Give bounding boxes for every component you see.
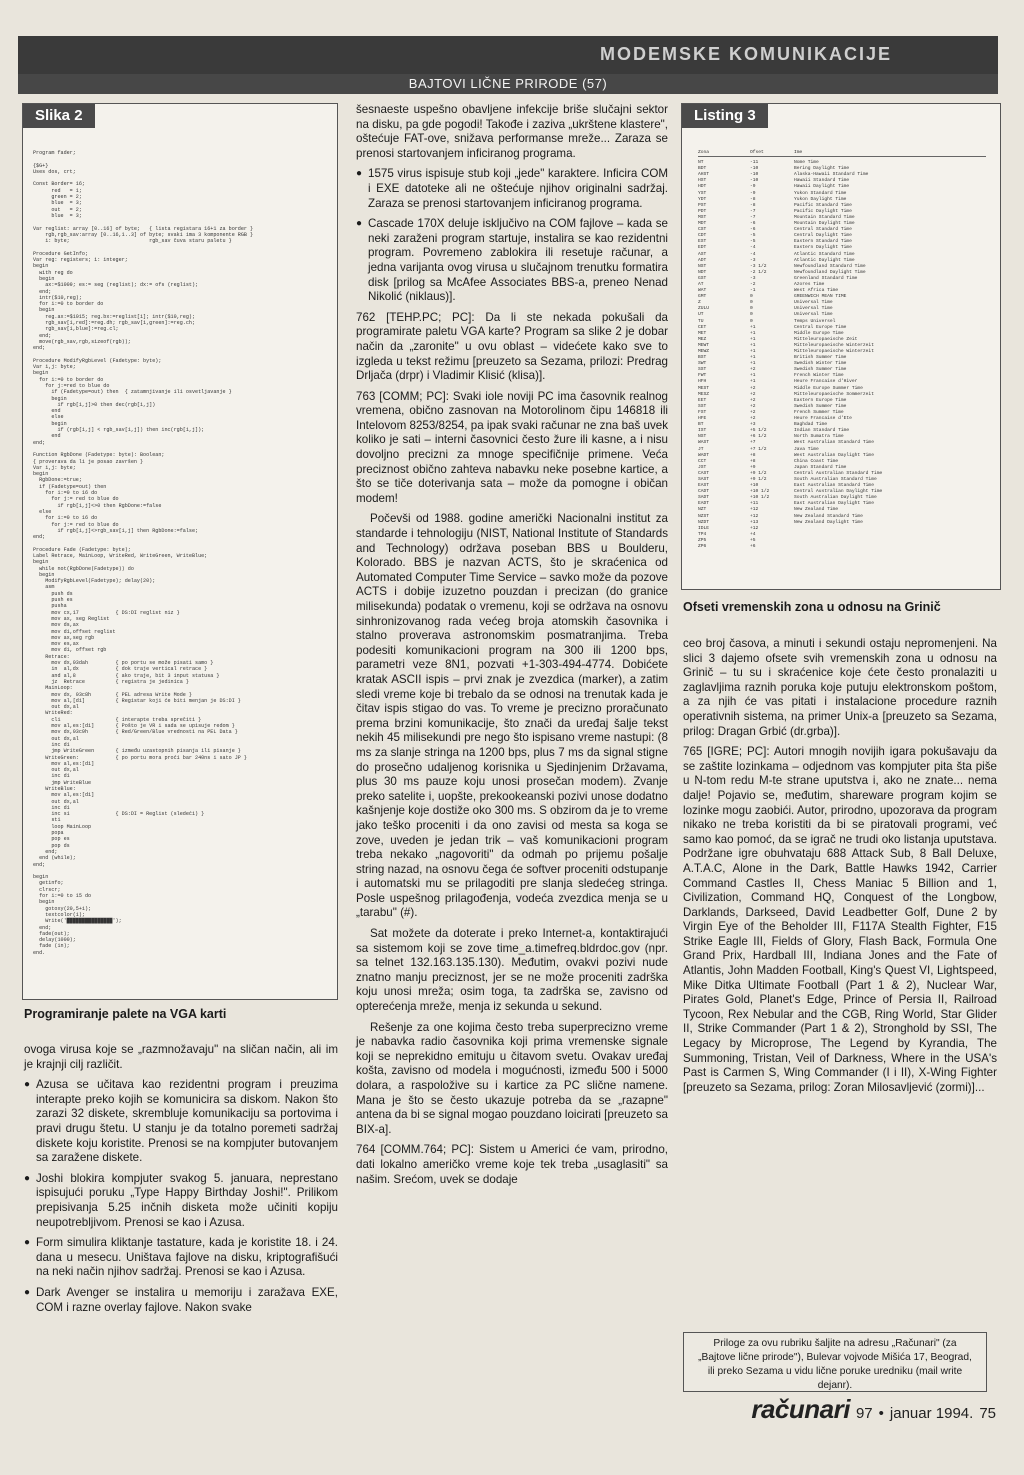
slika2-caption: Programiranje palete na VGA karti [24, 1007, 227, 1021]
table-cell: Middle Europe Summer Time [794, 385, 863, 391]
table-cell: WAT [698, 288, 707, 294]
table-cell: PDT [698, 208, 707, 214]
table-cell: Yukon Standard Time [794, 190, 847, 196]
table-cell: +9 1/2 [750, 470, 767, 476]
table-cell: Pacific Standard Time [794, 202, 852, 208]
table-cell: China Coast Time [794, 458, 839, 464]
table-cell: 0 [750, 294, 753, 300]
table-cell: British Summer Time [794, 355, 847, 361]
table-cell: Central Daylight Time [794, 233, 852, 239]
table-cell: +12 [750, 507, 759, 513]
table-cell: Yukon Daylight Time [794, 196, 847, 202]
table-cell: UT [698, 312, 704, 318]
table-cell: SST [698, 367, 707, 373]
bullet-separator: • [878, 1405, 884, 1422]
left-text-column [24, 1043, 338, 1321]
table-cell: +2 [750, 409, 756, 415]
table-cell: Hawaii Standard Time [794, 178, 850, 184]
table-cell: Heure Francaise d'Hiver [794, 379, 858, 385]
item-765: 765 [IGRE; PC]: Autori mnogih novijih igara pokušavaju da se zaštite lozinkama – odjednom vas kompjuter pita šta piše u N-tom redu M-te strane uputstva i, ako ne znate... nema dalje! Pojavio se, međutim, shareware program kojim se lozinke mogu zaobići. Autor, prirodno, upozorava da program nikako ne treba koristiti da bi se piratovali programi, već samo kao pomoć, da se igrač ne trudi oko listanja uputstava. Podržane igre obuhvataju 688 Attack Sub, 8 Ball Deluxe, A.T.A.C, Alone in the Dark, Battle Hawks 1942, Carrier Command Castles II, Chess Maniac 5 Billion and 1, Civilization, Command HQ, Conquest of the Longbow, Darklands, Darkseed, David Leadbetter Golf, Dune 2 by Virgin Eye of the Beholder III, F117A Stealth Fighter, F15 Strike Eagle III, Fields of Glory, Flash Back, Formula One Grand Prix, Hardball III, Indiana Jones and the Fate of Atlantis, John Madden Football, King's Quest VI, Lightspeed, Mike Ditka Ultimate Football (Part 1 & 2), Nuclear War, Pirates Gold, Planet's Edge, Prince of Persia II, Railroad Tycoon, Rex Nebular and the CGB, Ring World, Star Glider II, Strike Commander (Part 1 & 2), Stronghold by SSI, The Legacy by Microprose, The Legend by Kyrandia, The Summoning, Tristan, Veil of Darkness, Where in the USA's Past is Carmen S, Wing Commander (I i II), X-Wing Fighter [preuzeto sa Sezama, prilog: Zoran Milosavljević (zormi)]... [683, 745, 997, 1094]
table-cell: NT [698, 160, 704, 166]
table-cell: HFE [698, 416, 707, 422]
table-cell: -10 [750, 178, 759, 184]
table-cell: FWT [698, 373, 707, 379]
table-cell: +8 [750, 458, 756, 464]
virus-bullet: ● Dark Avenger se instalira u memoriju i zaražava EXE, COM i razne overlay fajlove. Nakon svake [24, 1286, 338, 1315]
table-cell: Greenland Standard Time [794, 275, 858, 281]
table-cell: +1 [750, 361, 756, 367]
virus-bullet: ● Form simulira kliktanje tastature, kada je koristite 18. i 24. dana u mesecu. Uništava fajlove na disku, kriptografišući na neki način njihov sadržaj. Prenosi se kao i Azusa. [24, 1236, 338, 1280]
table-cell: New Zealand Daylight Time [794, 519, 863, 525]
listing3-caption: Ofseti vremenskih zona u odnosu na Grinič [683, 600, 941, 614]
table-cell: East Australian Standard Time [794, 483, 874, 489]
table-cell: +7 1/2 [750, 446, 767, 452]
paragraph: ceo broj časova, a minuti i sekundi ostaju nepromenjeni. Na slici 3 dajemo ofsete svih vremenskih zona u odnosu na Grinič – tu su i skraćenice koje ćete često pronalaziti u zaglavljima raznih poruka koje putuju elektronskom poštom, a za njih će vas pitati i instalacione procedure raznih operativnih sistema, na primer Unix-a [preuzeto sa Sezama, prilog: Dragan Grbić (dr.grba)]. [683, 637, 997, 738]
table-cell: Central Europe Time [794, 324, 847, 330]
magazine-logo: računari [751, 1394, 850, 1424]
middle-text-column [356, 103, 668, 1193]
table-cell: Eastern Standard Time [794, 239, 852, 245]
table-cell: YST [698, 190, 707, 196]
code-listing-box [22, 103, 338, 1000]
table-cell: MDT [698, 221, 707, 227]
table-cell: AST [698, 251, 707, 257]
table-cell: -8 [750, 202, 756, 208]
table-cell: NZT [698, 507, 707, 513]
table-cell: MET [698, 330, 707, 336]
table-cell: Atlantic Daylight Time [794, 257, 855, 263]
item-763: 763 [COMM; PC]: Svaki iole noviji PC ima časovnik realnog vremena, obično zasnovan na Motorolinom čipu 146818 ili Intelovom 8253/8254, pa ipak svaki računar ne zna baš uvek koliko je sati – interni časovnici često žure ili kasne, a i nisu dovoljno precizni za mnoge specifičnije primene. Veća preciznost obično zahteva nabavku neke posebne kartice, a što se tiče doterivanja sata – može da pomogne i običan modem! [356, 389, 668, 505]
table-cell: MEWT [698, 342, 710, 348]
table-cell: +2 [750, 416, 756, 422]
table-cell: +6 [750, 544, 756, 549]
table-cell: -3 1/2 [750, 263, 767, 269]
table-cell: Hawaii Daylight Time [794, 184, 850, 190]
table-cell: Pacific Daylight Time [794, 208, 852, 214]
table-cell: -10 [750, 166, 759, 172]
table-cell: Universal Time [794, 300, 833, 306]
table-cell: NZST [698, 513, 710, 519]
top-strip-title: MODEMSKE KOMUNIKACIJE [600, 44, 893, 64]
table-cell: YDT [698, 196, 707, 202]
table-cell: NST [698, 434, 707, 440]
table-cell: +13 [750, 519, 759, 525]
virus-bullet: ● 1575 virus ispisuje stub koji „jede" karaktere. Inficira COM i EXE datoteke ali ne oštećuje njihov originalni sadržaj. Zaraza se prenosi startovanjem inficiranog programa. [356, 167, 668, 211]
table-cell: JST [698, 464, 707, 470]
table-cell: Mountain Daylight Time [794, 221, 855, 227]
table-cell: Java Time [794, 446, 819, 452]
paragraph: šesnaeste uspešno obavljene infekcije briše slučajni sektor na disku, pa gde pogodi! Takođe i zaziva „ukrštene klastere", oštećuje FAT-ove, snižava performanse mreže... Zaraza se prenosi startovanjem inficiranog programa. [356, 103, 668, 160]
table-cell: Mountain Standard Time [794, 214, 855, 220]
table-cell: SAST [698, 476, 710, 482]
column-header: Zona [698, 150, 710, 155]
table-cell: IDLE [698, 525, 710, 531]
table-cell: West Australian Standard Time [794, 440, 874, 446]
table-cell: West Africa Time [794, 288, 839, 294]
table-cell: GST [698, 275, 707, 281]
table-cell: BDT [698, 166, 707, 172]
table-cell: East Australian Daylight Time [794, 501, 874, 507]
item-764: 764 [COMM.764; PC]: Sistem u Americi će vam, prirodno, dati lokalno američko vreme koje tek treba „usaglasiti" sa našim. Srećom, uvek se dodaje [356, 1143, 668, 1186]
table-cell: ZULU [698, 306, 710, 312]
table-cell: North Sumatra Time [794, 434, 844, 440]
table-cell: EST [698, 239, 707, 245]
table-cell: +2 [750, 397, 756, 403]
table-cell: -2 [750, 281, 756, 287]
table-cell: -10 [750, 172, 759, 178]
table-cell: MEZ [698, 336, 707, 342]
table-cell: Swedish Winter Time [794, 361, 847, 367]
table-cell: +10 [750, 483, 759, 489]
section-header: BAJTOVI LIČNE PRIRODE (57) [18, 74, 998, 94]
table-cell: +12 [750, 525, 759, 531]
paragraph: Rešenje za one kojima često treba superprecizno vreme je nabavka radio časovnika koji prima vremenske signale koji se neprekidno emituju u čitavom svetu. Ovakav uređaj košta, zavisno od modela i mogućnosti, između 500 i 5000 dolara, a raspoložive su i kartice za PC slične namene. Mana je što se često ukazuje potreba da se „razapne" antena da bi se signal mogao pouzdano loicirati [preuzeto sa BIX-a]. [356, 1020, 668, 1136]
virus-bullet: ● Azusa se učitava kao rezidentni program i preuzima interapte preko kojih se komunicira sa diskom. Nakon što zarazi 32 diskete, skrembluje komunikaciju sa portovima i pravi drugu štetu. U stanju je da totalno poremeti sadržaj diskete koju koristite. Prenosi se na kompjuter butovanjem sa zaražene diskete. [24, 1078, 338, 1166]
table-cell: 0 [750, 318, 753, 324]
table-cell: WAST [698, 440, 710, 446]
table-cell: Baghdad Time [794, 422, 828, 428]
table-cell: 0 [750, 300, 753, 306]
table-cell: -1 [750, 288, 756, 294]
table-cell: HST [698, 178, 707, 184]
table-cell: New Zealand Standard Time [794, 513, 863, 519]
table-cell: MST [698, 214, 707, 220]
table-cell: French Winter Time [794, 373, 844, 379]
table-cell: +1 [750, 330, 756, 336]
table-cell: BST [698, 355, 707, 361]
table-cell: Central Standard Time [794, 227, 852, 233]
table-cell: Japan Standard Time [794, 464, 847, 470]
table-cell: 0 [750, 312, 753, 318]
table-cell: West Australian Daylight Time [794, 452, 874, 458]
table-cell: Central Australian Daylight Time [794, 489, 883, 495]
table-cell: +1 [750, 336, 756, 342]
column-header: Ofset [750, 150, 764, 155]
table-cell: +9 1/2 [750, 476, 767, 482]
table-cell: CDT [698, 233, 707, 239]
table-cell: EDT [698, 245, 707, 251]
table-cell: PST [698, 202, 707, 208]
table-cell: MEST [698, 385, 710, 391]
table-cell: -8 [750, 196, 756, 202]
paragraph: Počevši od 1988. godine američki Nacionalni institut za standarde i tehnologiju (NIST, National Institute of Standards and Technology) održava poseban BBS u Boulderu, Kolorado. BBS je nazvan ACTS, što je skraćenica od Automated Computer Time Service – savko može da pozove ACTS i dobije izuzetno pouzdan i precizan (do granice milisekunda) podatak o vremenu, koji se održava na osnovu sinhronizovanog rada većeg broja atomskih časovnika i stalno proverava astronomskim posmatranjima. Treba podesiti komunikacioni program na 300 ili 1200 bps, parametri veze 8N1, pozvati +1-303-494-4774. Dobićete kratak ASCII ispis – prvi znak je zvezdica (marker), a zatim sledi vreme koje bi trebalo da se odnosi na trenutak kada je čitav ispis stigao do vas. To vreme je precizno proračunato prema brzini komunikacije, što znači da uređaj šalje tekst nekih 45 milisekundi pre nego što ispisano vreme nastupi: (8 ms za slanje stringa na 1200 bps, plus 7 ms da signal stigne do prosečno udaljenog korisnika u Sjedinjenim Državama, plus 30 ms pauze koju unosi prosečan modem). Zvanje preko satelite i, uopšte, prekookeanski pozivi unose dodatno kašnjenje koje dostiže oko 300 ms. S obzirom da je to vreme jako teško proceniti i da ono zavisi od mesta sa koga se zove, uveden je jedan trik – vaš komunikacioni program treba nekako „nagovoriti" da odmah po prijemu pošalje string nazad, na osnovu čega će softver proceniti odstupanje i automatski mu se prilagoditi pre slanja sledećeg stringa. Posle uspešnog prilagođenja, vodeća zvezdica menja se u „tarabu" (#). [356, 512, 668, 920]
table-cell: SWT [698, 361, 707, 367]
table-cell: +1 [750, 324, 756, 330]
table-cell: Eastern Europe Time [794, 397, 847, 403]
table-cell: +11 [750, 501, 759, 507]
table-cell: Central Australian Standard Time [794, 470, 883, 476]
table-cell: -5 [750, 239, 756, 245]
table-cell: Azores Time [794, 281, 825, 287]
table-cell: Swedish Summer Time [794, 403, 847, 409]
column-header: Ime [794, 150, 803, 155]
table-cell: Mitteleuropaeische Zeit [794, 336, 858, 342]
table-cell: +12 [750, 513, 759, 519]
table-cell: Temps Universel [794, 318, 836, 324]
slika2-label: Slika 2 [23, 104, 95, 128]
table-cell: IST [698, 428, 707, 434]
table-cell: -9 [750, 184, 756, 190]
table-cell: +10 1/2 [750, 489, 770, 495]
table-cell: GMT [698, 294, 707, 300]
item-762: 762 [TEHP.PC; PC]: Da li ste nekada pokušali da programirate paletu VGA karte? Program sa slike 2 je dobar način da „zaronite" u ovu oblast – videćete kako sve to izgleda u tekst režimu [preuzeto sa Sezama, prilozi: Predrag Drljača (drpr) i Vladimir Klisić (klisa)]. [356, 310, 668, 383]
table-cell: +3 [750, 422, 756, 428]
table-cell: Mitteleuropaeische Winterzeit [794, 342, 874, 348]
issue-number: 97 [855, 1405, 873, 1422]
table-cell: NZDT [698, 519, 710, 525]
page-footer [751, 1394, 996, 1425]
table-cell: CET [698, 324, 707, 330]
table-cell: GREENWICH MEAN TIME [794, 294, 847, 300]
table-cell: -9 [750, 190, 756, 196]
table-cell: TP4 [698, 531, 707, 537]
paragraph: Sat možete da doterate i preko Internet-a, kontaktirajući sa sistemom koji se zove time_a.timefreq.bldrdoc.gov (npr. sa telnet 132.163.135.130). Međutim, ovakvi pozivi nude znatno manju preciznost, jer se ne može proceniti zadrška koju unosi mreža; osim toga, ta zadrška se, zavisno od opterećenja mreže, menja iz sekunda u sekund. [356, 927, 668, 1014]
right-text-column [683, 637, 997, 1101]
table-cell: SST [698, 403, 707, 409]
table-cell: ZP6 [698, 544, 707, 549]
table-cell: MESZ [698, 391, 710, 397]
table-cell: CST [698, 227, 707, 233]
timezone-table [698, 150, 986, 550]
table-cell: WADT [698, 452, 710, 458]
table-cell: +1 [750, 342, 756, 348]
table-row [698, 544, 986, 550]
table-cell: Indian Standard Time [794, 428, 850, 434]
table-cell: +5 1/2 [750, 428, 767, 434]
table-cell: MEWZ [698, 349, 710, 354]
table-cell: JT [698, 446, 704, 452]
table-cell: Middle Europe Time [794, 330, 844, 336]
table-cell: -7 [750, 214, 756, 220]
table-cell: +7 [750, 440, 756, 446]
table-cell: BT [698, 422, 704, 428]
table-cell: +1 [750, 379, 756, 385]
table-cell: +8 [750, 452, 756, 458]
table-cell: +2 [750, 385, 756, 391]
table-cell: South Australian Daylight Time [794, 495, 877, 501]
table-cell: -4 [750, 251, 756, 257]
table-cell: -3 [750, 257, 756, 263]
table-cell: CADT [698, 489, 710, 495]
table-cell: +1 [750, 355, 756, 361]
table-cell: Heure Francaise d'Ete [794, 416, 852, 422]
table-cell: AHST [698, 172, 710, 178]
table-cell: +4 [750, 531, 756, 537]
table-cell: +10 1/2 [750, 495, 770, 501]
page-number: 75 [979, 1405, 996, 1422]
table-cell: +2 [750, 367, 756, 373]
table-header [698, 150, 986, 157]
table-cell: Mitteleuropaeische Sommerzeit [794, 391, 874, 397]
table-cell: +6 1/2 [750, 434, 767, 440]
table-cell: EET [698, 397, 707, 403]
table-cell: -6 [750, 227, 756, 233]
table-cell: Eastern Daylight Time [794, 245, 852, 251]
virus-bullet: ● Cascade 170X deluje isključivo na COM fajlove – kada se neki zaraženi program startuje, instalira se kao rezidentni program. Povremeno zablokira ili resetuje računar, a jedna varijanta ovog virusa u slučajnom trenutku formatira disk [prilog sa McAfee Associates BBS-a, preneo Nenad Nikolić (niklaus)]. [356, 217, 668, 305]
table-cell: AT [698, 281, 704, 287]
table-cell: Mitteleuropaeische Winterzeit [794, 349, 874, 354]
submission-note: Priloge za ovu rubriku šaljite na adresu „Računari" (za „Bajtove lične prirode"), Bulevar vojvode Mišića 17, Beograd, ili preko Sezama u vidu lične poruke uredniku (mail write dejanr). [683, 1332, 987, 1392]
table-cell: CCT [698, 458, 707, 464]
table-cell: +2 [750, 391, 756, 397]
table-cell: -11 [750, 160, 759, 166]
table-cell: TU [698, 318, 704, 324]
table-cell: +1 [750, 373, 756, 379]
table-cell: +9 [750, 464, 756, 470]
table-cell: +1 [750, 349, 756, 354]
table-cell: HFH [698, 379, 707, 385]
table-cell: New Zealand Time [794, 507, 839, 513]
table-cell: French Summer Time [794, 409, 844, 415]
table-cell: SADT [698, 495, 710, 501]
table-cell: South Australian Standard Time [794, 476, 877, 482]
table-cell: -6 [750, 221, 756, 227]
table-cell: Swedish Summer Time [794, 367, 847, 373]
table-cell: Nome Time [794, 160, 819, 166]
pascal-code: Program fader; {$G+} Uses dos, crt; Const Border= 16; red = 1; green = 2; blue = 3; out = 2; blue = 3; Var reglist: array [0..16] of byte; { lista registara 16+1 za border } rgb,rgb_sav:array [0..16,1..3] of byte; svaki ima 3 komponente RGB } i: byte; rgb_sav čuva staru paletu } Procedure GetInfo; Var reg: registers; i: integer; begin with reg do begin ax:=$1009; es:= seg (reglist); dx:= ofs (reglist); end; intr($10,reg); for i:=0 to border do begin reg.ax:=$1015; reg.bx:=reglist[i]; intr($10,reg); rgb_sav[i,red]:=reg.dh; rgb_sav[i,green]:=reg.ch; rgb_sav[i,blue]:=reg.cl; end; move(rgb_sav,rgb,sizeof(rgb)); end; Procedure ModifyRgbLevel (Fadetype: byte); Var i,j: byte; begin for i:=0 to border do for j:=red to blue do if (Fadetype=out) then { zatamnjivanje ili osvetljavanje } begin if rgb[i,j]>0 then dec(rgb[i,j]) end else begin if (rgb[i,j] < rgb_sav[i,j]) then inc(rgb[i,j]); end end; Function RgbDone (Fadetype: byte): Boolean; { proverava da li je posao završen } Var i,j: byte; begin RgbDone:=true; if (Fadetype=out) then for i:=0 to 16 do for j:= red to blue do if rgb[i,j]<>0 then RgbDone:=false else for i:=0 to 16 do for j:= red to blue do if rgb[i,j]<>rgb_sav[i,j] then RgbDone:=false; end; Procedure Fade (Fadetype: byte); Label Retrace, MainLoop, WriteRed, WriteGreen, WriteBlue; begin while not(RgbDone(Fadetype)) do begin ModifyRgbLevel(Fadetype); delay(20); asm push ds push es pusha mov cx,17 { DS:DI reglist niz } mov ax, seg Reglist mov ds,ax mov di,offset reglist mov ax,seg rgb mov es,ax mov di, offset rgb Retrace: mov dx,03dah { po portu se može pisati samo } in al,dx { dok traje vertical retrace } and al,8 { ako traje, bit 3 input statusa } jz Retrace { registra je jedinica } MainLoop: mov dx, 03c8h { PEL adresa Write Mode } mov al,[di] { Registar koji će biti menjan je DS:DI } out dx,al WriteRed: cli { interapte treba sprečiti } mov al,es:[di] { Pošto je VR i sada se upisuje redom } mov dx,03c9h { Red/Green/Blue vrednosti na PEL Data } out dx,al inc di jmp WriteGreen { između uzastopnih pisanja ili pisanje } WriteGreen: { po portu mora proći bar 240ns i sato JP } mov al,es:[di] out dx,al inc di jmp WriteBlue WriteBlue: mov al,es:[di] out dx,al inc di inc si { DS:DI = Reglist (sledeći) } sti loop MainLoop popa pop es pop ds end; end (while); end; begin getinfo; clrscr; for i:=0 to 15 do begin gotoxy(20,5+i); textcolor(i); Write('███████████████'); end; fade(out); delay(1000); fade (in); end. [33, 150, 254, 956]
table-cell: NST [698, 263, 707, 269]
table-cell: CAST [698, 470, 710, 476]
listing3-label: Listing 3 [682, 104, 768, 128]
table-cell: EADT [698, 501, 710, 507]
table-cell: -2 1/2 [750, 269, 767, 275]
table-cell: Alaska-Hawaii Standard Time [794, 172, 869, 178]
table-cell: -3 [750, 275, 756, 281]
paragraph: ovoga virusa koje se „razmnožavaju" na sličan način, ali im je krajnji cilj različit. [24, 1043, 338, 1071]
table-cell: -5 [750, 233, 756, 239]
table-cell: NDT [698, 269, 707, 275]
table-cell: ZP5 [698, 537, 707, 543]
table-cell: EAST [698, 483, 710, 489]
table-cell: 0 [750, 306, 753, 312]
table-cell: ADT [698, 257, 707, 263]
table-cell: Universal Time [794, 312, 833, 318]
table-cell: Newfoundland Standard Time [794, 263, 866, 269]
timezone-listing-box [681, 103, 1001, 590]
table-cell: Universal Time [794, 306, 833, 312]
table-cell: FST [698, 409, 707, 415]
issue-date: januar 1994. [889, 1405, 974, 1422]
table-cell: -4 [750, 245, 756, 251]
table-cell: +5 [750, 537, 756, 543]
table-cell: Bering Daylight Time [794, 166, 850, 172]
table-cell: HDT [698, 184, 707, 190]
table-cell: Z [698, 300, 701, 306]
table-cell: Atlantic Standard Time [794, 251, 855, 257]
table-cell: Newfoundland Daylight Time [794, 269, 866, 275]
table-cell: +2 [750, 403, 756, 409]
virus-bullet: ● Joshi blokira kompjuter svakog 5. januara, neprestano ispisujući poruku „Type Happy Birthday Joshi!". Prilikom prepisivanja 5.25 inčnih disketa može učiniti kopiju neupotrebljivom. Prenosi se kao i Azusa. [24, 1172, 338, 1230]
table-cell: -7 [750, 208, 756, 214]
